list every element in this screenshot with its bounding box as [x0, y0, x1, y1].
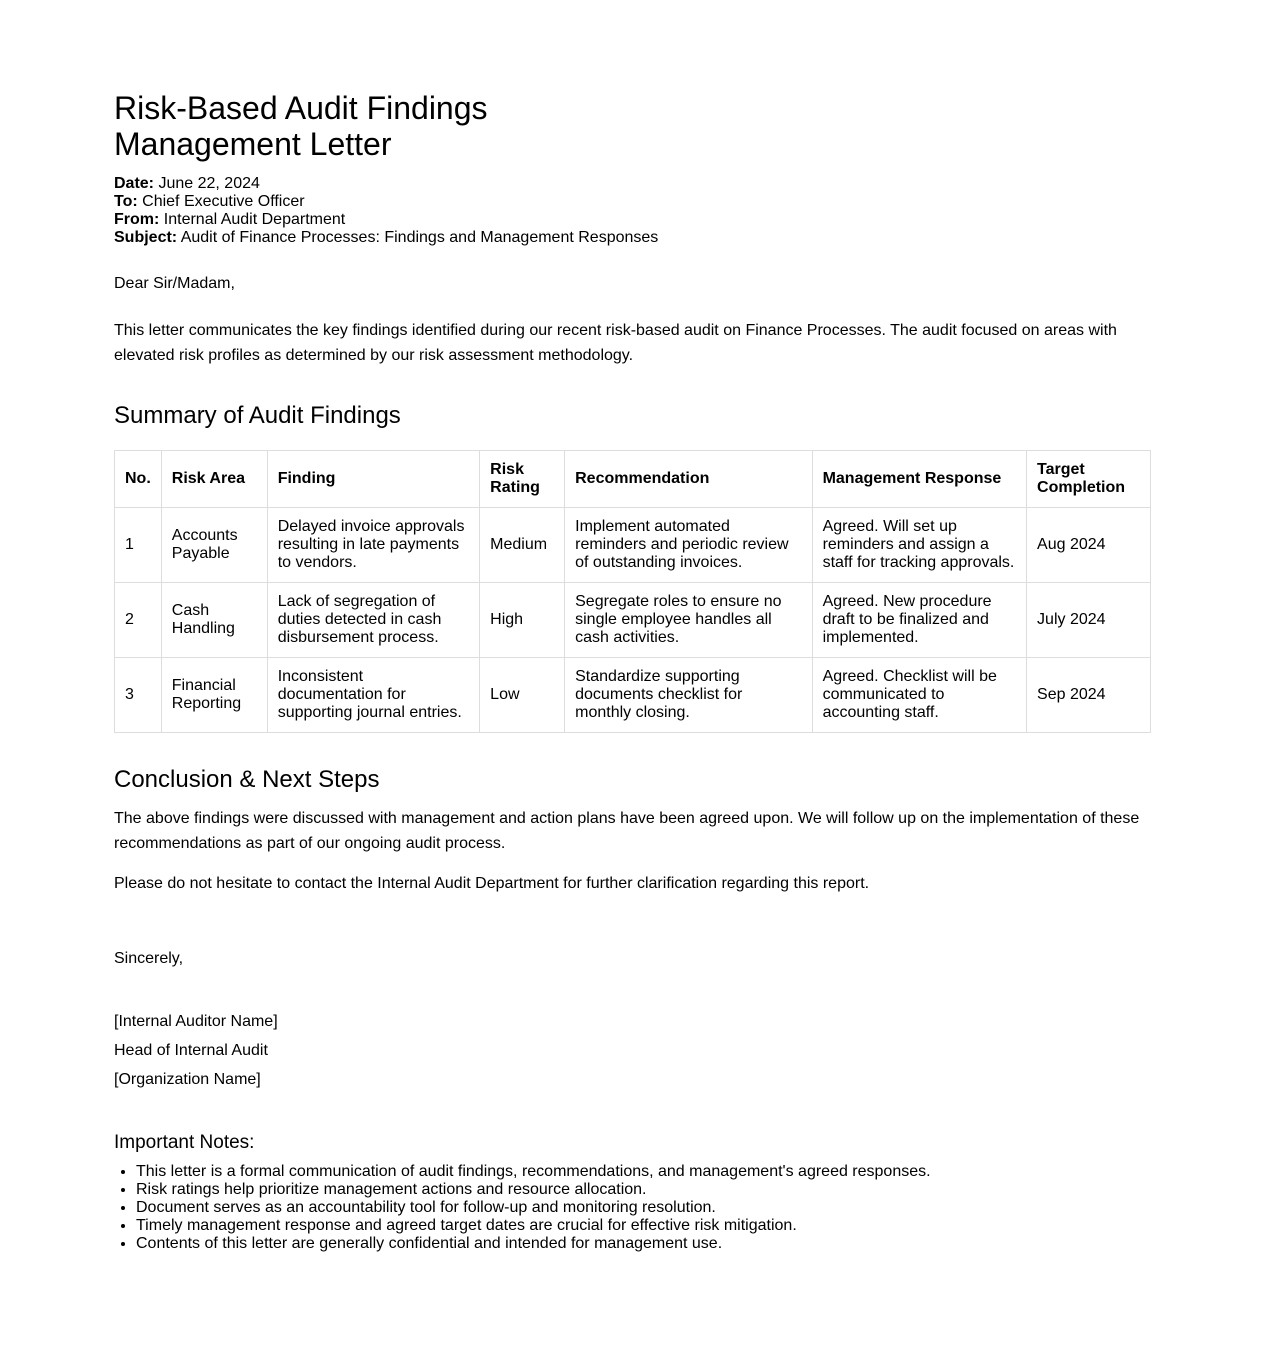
title-line-2: Management Letter	[114, 126, 392, 162]
cell-management-response: Agreed. Will set up reminders and assign a staff for tracking approvals.	[812, 508, 1026, 583]
cell-target-completion: July 2024	[1027, 583, 1151, 658]
cell-risk-area: Financial Reporting	[161, 658, 267, 733]
cell-recommendation: Implement automated reminders and periodic review of outstanding invoices.	[565, 508, 812, 583]
cell-recommendation: Standardize supporting documents checklist for monthly closing.	[565, 658, 812, 733]
signature-name: [Internal Auditor Name]	[114, 1013, 278, 1030]
table-header-row	[115, 451, 1151, 508]
signature-org: [Organization Name]	[114, 1071, 261, 1088]
cell-management-response: Agreed. Checklist will be communicated to accounting staff.	[812, 658, 1026, 733]
list-item: • This letter is a formal communication of audit findings, recommendations, and management's agreed responses.	[136, 1163, 1150, 1181]
cell-risk-area: Accounts Payable	[161, 508, 267, 583]
table-row	[115, 583, 1151, 658]
col-header-recommendation: Recommendation	[565, 451, 812, 508]
table-row	[115, 508, 1151, 583]
cell-risk-rating: High	[480, 583, 565, 658]
title-line-1: Risk-Based Audit Findings	[114, 90, 488, 126]
cell-no: 1	[115, 508, 162, 583]
cell-no: 3	[115, 658, 162, 733]
cell-management-response: Agreed. New procedure draft to be finalized and implemented.	[812, 583, 1026, 658]
meta-subject-value: Audit of Finance Processes: Findings and Management Responses	[180, 229, 659, 246]
cell-finding: Delayed invoice approvals resulting in late payments to vendors.	[267, 508, 479, 583]
meta-to-label: To:	[114, 193, 138, 210]
cell-risk-area: Cash Handling	[161, 583, 267, 658]
cell-finding: Lack of segregation of duties detected in cash disbursement process.	[267, 583, 479, 658]
col-header-risk-area: Risk Area	[161, 451, 267, 508]
list-item: • Timely management response and agreed target dates are crucial for effective risk mitigation.	[136, 1217, 1150, 1235]
col-header-target-completion: Target Completion	[1027, 451, 1151, 508]
meta-subject-label: Subject:	[114, 229, 178, 246]
meta-from-value: Internal Audit Department	[163, 211, 346, 228]
cell-risk-rating: Low	[480, 658, 565, 733]
conclusion-heading: Conclusion & Next Steps	[114, 766, 380, 793]
meta-from	[114, 211, 1150, 229]
table-row	[115, 658, 1151, 733]
conclusion-paragraph: The above findings were discussed with management and action plans have been agreed upon. We will follow up on the implementation of these recommendations as part of our ongoing audit process.	[114, 810, 1140, 852]
letter-meta	[114, 175, 1150, 247]
cell-recommendation: Segregate roles to ensure no single employee handles all cash activities.	[565, 583, 812, 658]
meta-subject	[114, 229, 1150, 247]
signature-title: Head of Internal Audit	[114, 1042, 268, 1059]
list-item: • Contents of this letter are generally confidential and intended for management use.	[136, 1235, 1150, 1253]
notes-heading: Important Notes:	[114, 1132, 255, 1153]
col-header-management-response: Management Response	[812, 451, 1026, 508]
list-item: • Document serves as an accountability tool for follow-up and monitoring resolution.	[136, 1199, 1150, 1217]
letter-page	[114, 90, 1150, 1253]
intro-paragraph: This letter communicates the key findings identified during our recent risk-based audit on Finance Processes. The audit focused on areas with elevated risk profiles as determined by our risk assessment methodology.	[114, 322, 1117, 364]
meta-date-value: June 22, 2024	[158, 175, 260, 192]
cell-target-completion: Aug 2024	[1027, 508, 1151, 583]
list-item: • Risk ratings help prioritize management actions and resource allocation.	[136, 1181, 1150, 1199]
notes-list	[114, 1163, 1150, 1253]
contact-paragraph: Please do not hesitate to contact the Internal Audit Department for further clarification regarding this report.	[114, 875, 870, 892]
meta-date	[114, 175, 1150, 193]
summary-heading: Summary of Audit Findings	[114, 402, 401, 429]
meta-from-label: From:	[114, 211, 160, 228]
cell-finding: Inconsistent documentation for supporting journal entries.	[267, 658, 479, 733]
meta-date-label: Date:	[114, 175, 155, 192]
meta-to-value: Chief Executive Officer	[142, 193, 305, 210]
cell-no: 2	[115, 583, 162, 658]
closing: Sincerely,	[114, 950, 184, 967]
cell-target-completion: Sep 2024	[1027, 658, 1151, 733]
greeting: Dear Sir/Madam,	[114, 275, 235, 292]
page-title	[114, 90, 1150, 162]
col-header-no: No.	[115, 451, 162, 508]
findings-table	[114, 450, 1151, 733]
col-header-finding: Finding	[267, 451, 479, 508]
cell-risk-rating: Medium	[480, 508, 565, 583]
meta-to	[114, 193, 1150, 211]
signature-block	[114, 1007, 1150, 1094]
col-header-risk-rating: Risk Rating	[480, 451, 565, 508]
